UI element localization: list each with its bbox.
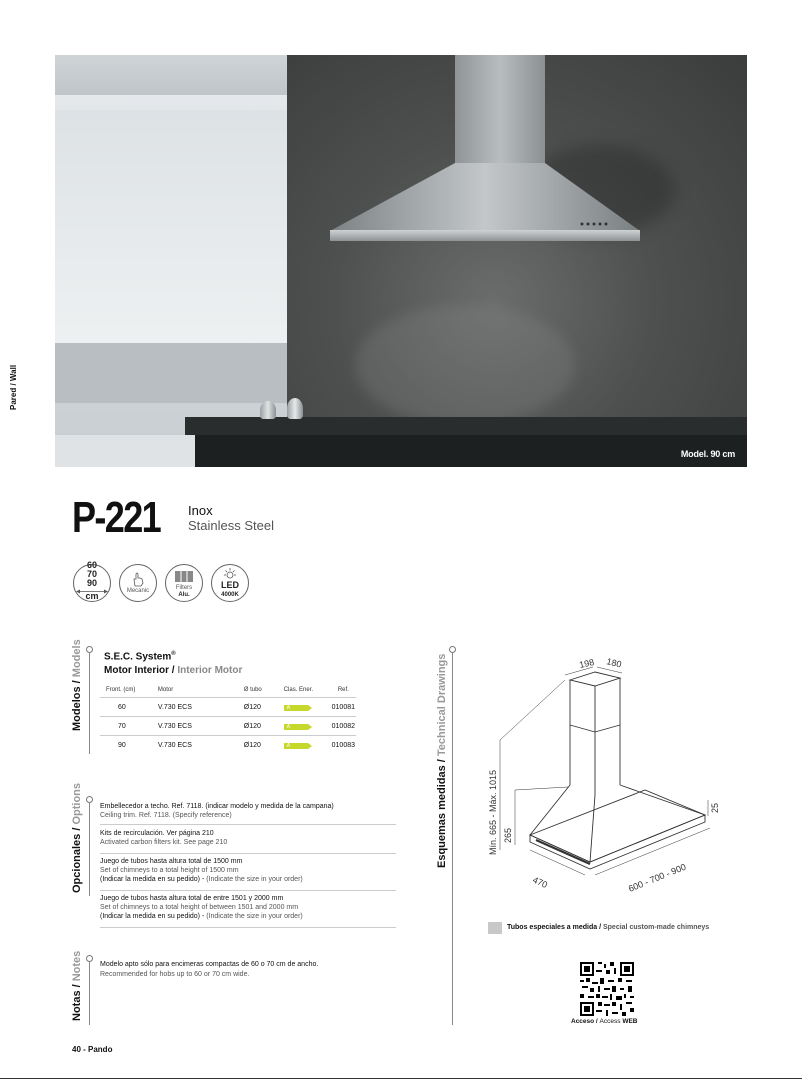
dim-depth: 470	[531, 874, 549, 890]
material-es: Inox	[188, 503, 213, 518]
photo-countertop	[185, 417, 747, 435]
registered-mark: ®	[171, 651, 176, 657]
cell-motor: V.730 ECS	[157, 736, 243, 755]
photo-wall-texture	[355, 305, 575, 425]
table-row	[100, 717, 356, 736]
page-footer: 40 - Pando	[72, 1045, 113, 1054]
cell-front: 70	[100, 717, 157, 736]
note-separator: -	[200, 913, 207, 920]
option-note	[100, 875, 396, 884]
hood-front-strip	[330, 230, 640, 241]
table-row	[100, 736, 356, 755]
option-text-es: Juego de tubos hasta altura total de entre 1501 y 2000 mm	[100, 895, 284, 902]
control-icon	[119, 564, 157, 602]
material-en: Stainless Steel	[188, 518, 274, 533]
system-name: S.E.C. System	[104, 651, 172, 663]
chimney-top	[570, 672, 620, 686]
hood-chimney	[455, 55, 545, 163]
notes-text	[100, 960, 318, 980]
dim-height-range: Mín. 665 - Máx. 1015	[488, 769, 498, 855]
option-text-en: Activated carbon filters kit. See page 210	[100, 839, 228, 846]
system-title	[104, 651, 176, 662]
models-table	[100, 683, 356, 754]
grease-filter-icon	[175, 571, 193, 582]
led-temperature: 4000K	[221, 592, 239, 598]
section-divider	[89, 802, 90, 896]
option-text-es: Juego de tubos hasta altura total de 1500 mm	[100, 858, 243, 865]
dim-top-width: 198	[578, 657, 596, 670]
option-note-en: (Indicate the size in your order)	[206, 913, 303, 920]
option-note-en: (Indicate the size in your order)	[206, 876, 303, 883]
option-text-en: Set of chimneys to a total height of between 1501 and 2000 mm	[100, 904, 299, 911]
access-es: Acceso	[571, 1018, 595, 1025]
table-header-row	[100, 683, 356, 698]
led-label: LED	[221, 580, 239, 590]
option-item	[100, 894, 396, 928]
section-divider	[89, 652, 90, 754]
model-name: P-221	[72, 493, 161, 542]
dim-width: 600 - 700 - 900	[627, 861, 688, 894]
drawings-header-en: Technical Drawings	[436, 653, 448, 757]
motor-es: Motor Interior	[104, 665, 169, 676]
drawings-header	[436, 654, 448, 868]
options-header	[71, 783, 83, 893]
option-note-es: (Indicar la medida en su pedido)	[100, 913, 201, 920]
photo-wall-cabinet	[55, 343, 295, 403]
hero-photo	[55, 55, 747, 467]
col-motor: Motor	[157, 687, 174, 693]
option-item	[100, 829, 396, 854]
cell-ref: 010083	[331, 736, 356, 755]
cell-motor: V.730 ECS	[157, 698, 243, 717]
light-bulb-icon	[223, 568, 237, 580]
sizes-icon	[73, 560, 111, 602]
access-web-label[interactable]	[571, 1018, 637, 1025]
header-separator: /	[436, 756, 448, 766]
models-header-en: Models	[71, 639, 83, 678]
header-separator: /	[71, 824, 83, 834]
photo-caption: Model. 90 cm	[680, 449, 735, 459]
option-item	[100, 857, 396, 891]
notes-text-en: Recommended for hobs up to 60 or 70 cm wide.	[100, 971, 250, 978]
cell-tube: Ø120	[243, 698, 283, 717]
option-note	[100, 912, 396, 921]
section-divider	[89, 961, 90, 1025]
size-unit: cm	[85, 591, 99, 601]
table-row	[100, 698, 356, 717]
technical-drawing	[470, 650, 760, 900]
note-separator: -	[200, 876, 207, 883]
cell-energy	[283, 736, 331, 755]
control-label: Mecanic	[126, 588, 150, 594]
section-side-label: Pared / Wall	[9, 364, 18, 410]
cell-front: 90	[100, 736, 157, 755]
option-text-en: Ceiling trim. Ref. 7118. (Specify reference)	[100, 812, 232, 819]
access-en: Access	[599, 1018, 623, 1025]
col-front: Front. (cm)	[106, 687, 136, 693]
cell-tube: Ø120	[243, 717, 283, 736]
special-en: Special custom-made chimneys	[602, 924, 710, 931]
notes-header-en: Notes	[71, 950, 83, 982]
special-separator: /	[597, 924, 603, 931]
size-70: 70	[86, 569, 97, 579]
filters-label: Filters	[175, 585, 193, 591]
led-icon	[211, 564, 249, 602]
notes-header	[71, 951, 83, 1021]
hand-icon	[131, 571, 145, 587]
dim-edge: 25	[710, 802, 720, 813]
special-chimneys-label	[507, 924, 709, 931]
cell-ref: 010081	[331, 698, 356, 717]
motor-title	[104, 665, 242, 676]
size-60: 60	[86, 560, 97, 570]
qr-code-icon[interactable]	[580, 962, 634, 1016]
motor-separator: /	[169, 665, 178, 676]
drawings-header-es: Esquemas medidas	[436, 765, 448, 868]
notes-header-es: Notas	[71, 990, 83, 1021]
energy-class-badge: A	[284, 705, 308, 711]
photo-counter-front	[185, 435, 747, 467]
col-tube: Ø tubo	[243, 687, 262, 693]
models-header	[71, 639, 83, 731]
special-swatch	[488, 922, 502, 934]
bottom-rule	[0, 1078, 802, 1079]
photo-cabinets	[55, 435, 195, 467]
access-separator: /	[594, 1018, 600, 1025]
header-separator: /	[71, 677, 83, 687]
option-note-es: (Indicar la medida en su pedido)	[100, 876, 201, 883]
col-energy: Clas. Ener.	[283, 687, 314, 693]
motor-en: Interior Motor	[177, 665, 243, 676]
cell-energy	[283, 717, 331, 736]
dim-top-depth: 180	[605, 656, 623, 670]
filters-material: Alu.	[178, 592, 190, 598]
dim-body-height: 265	[503, 827, 513, 843]
energy-class-badge: A	[284, 724, 308, 730]
special-es: Tubos especiales a medida	[507, 924, 598, 931]
section-divider	[452, 652, 453, 1025]
cell-motor: V.730 ECS	[157, 717, 243, 736]
filters-icon	[165, 564, 203, 602]
cell-front: 60	[100, 698, 157, 717]
notes-text-es: Modelo apto sólo para encimeras compactas de 60 o 70 cm de ancho.	[100, 961, 319, 968]
option-item	[100, 802, 396, 825]
access-web: WEB	[622, 1018, 638, 1025]
models-header-es: Modelos	[71, 686, 83, 731]
cell-energy	[283, 698, 331, 717]
cell-ref: 010082	[331, 717, 356, 736]
size-90: 90	[86, 578, 97, 588]
option-text-es: Embellecedor a techo. Ref. 7118. (indicar modelo y medida de la campana)	[100, 803, 334, 810]
header-separator: /	[71, 981, 83, 991]
options-header-es: Opcionales	[71, 833, 83, 893]
photo-kettle	[287, 398, 303, 419]
options-header-en: Options	[71, 782, 83, 825]
energy-class-badge: A	[284, 743, 308, 749]
cell-tube: Ø120	[243, 736, 283, 755]
option-text-es: Kits de recirculación. Ver página 210	[100, 830, 214, 837]
photo-kettle	[260, 401, 276, 419]
option-text-en: Set of chimneys to a total height of 1500 mm	[100, 867, 239, 874]
col-ref: Ref.	[337, 687, 349, 693]
